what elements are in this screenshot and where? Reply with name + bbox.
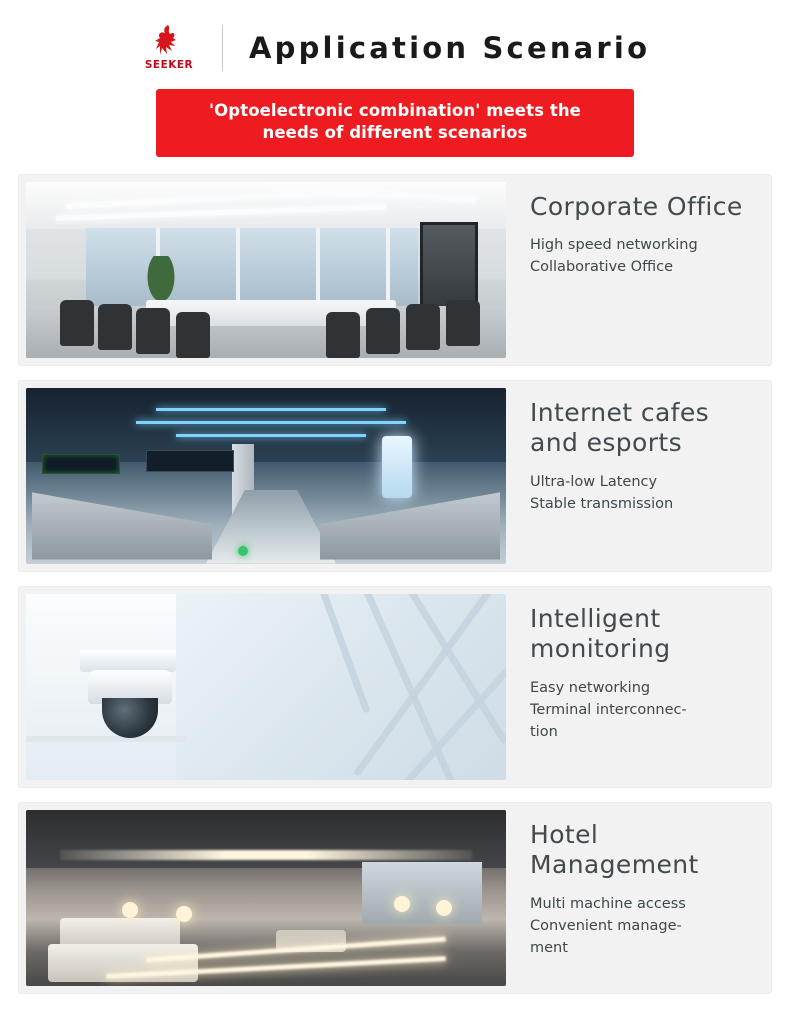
scenario-title: Intelligent monitoring	[530, 603, 671, 664]
brand-logo	[130, 24, 208, 71]
list-item	[18, 802, 772, 994]
scenario-text	[506, 810, 764, 986]
feature-item: Terminal interconnec-	[530, 701, 687, 718]
scenario-title: Hotel Management	[530, 819, 699, 880]
headline-line-1: 'Optoelectronic combination' meets the	[209, 101, 581, 120]
internet-cafe-esports-photo	[26, 388, 506, 564]
list-item	[18, 380, 772, 572]
feature-item: Ultra-low Latency	[530, 473, 658, 490]
intelligent-monitoring-camera-photo	[26, 594, 506, 780]
feature-item: Stable transmission	[530, 495, 674, 512]
feature-item: Multi machine access	[530, 895, 686, 912]
feature-item: Collaborative Office	[530, 259, 674, 276]
header-divider	[222, 25, 223, 71]
hotel-management-room-photo	[26, 810, 506, 986]
seeker-runner-logo-icon	[154, 24, 184, 58]
feature-item: High speed networking	[530, 237, 698, 254]
scenario-features	[530, 893, 754, 959]
corporate-office-photo	[26, 182, 506, 358]
scenario-text	[506, 594, 764, 780]
feature-item: tion	[530, 723, 558, 740]
scenario-features	[530, 471, 754, 515]
scenario-text	[506, 388, 764, 564]
page-header	[0, 0, 790, 81]
list-item	[18, 174, 772, 366]
feature-item: Easy networking	[530, 679, 651, 696]
banner-wrapper	[0, 89, 790, 157]
feature-item: ment	[530, 939, 568, 956]
list-item	[18, 586, 772, 788]
scenario-title: Internet cafes and esports	[530, 397, 710, 458]
scenario-text	[506, 182, 764, 358]
brand-logo-text: SEEKER	[144, 59, 194, 71]
scenario-features	[530, 234, 754, 278]
scenario-features	[530, 677, 754, 743]
scenario-title: Corporate Office	[530, 191, 743, 221]
feature-item: Convenient manage-	[530, 917, 682, 934]
headline-line-2: needs of different scenarios	[262, 123, 528, 143]
scenario-list	[0, 174, 790, 994]
headline-banner	[156, 89, 634, 157]
page-title: Application Scenario	[249, 30, 651, 65]
